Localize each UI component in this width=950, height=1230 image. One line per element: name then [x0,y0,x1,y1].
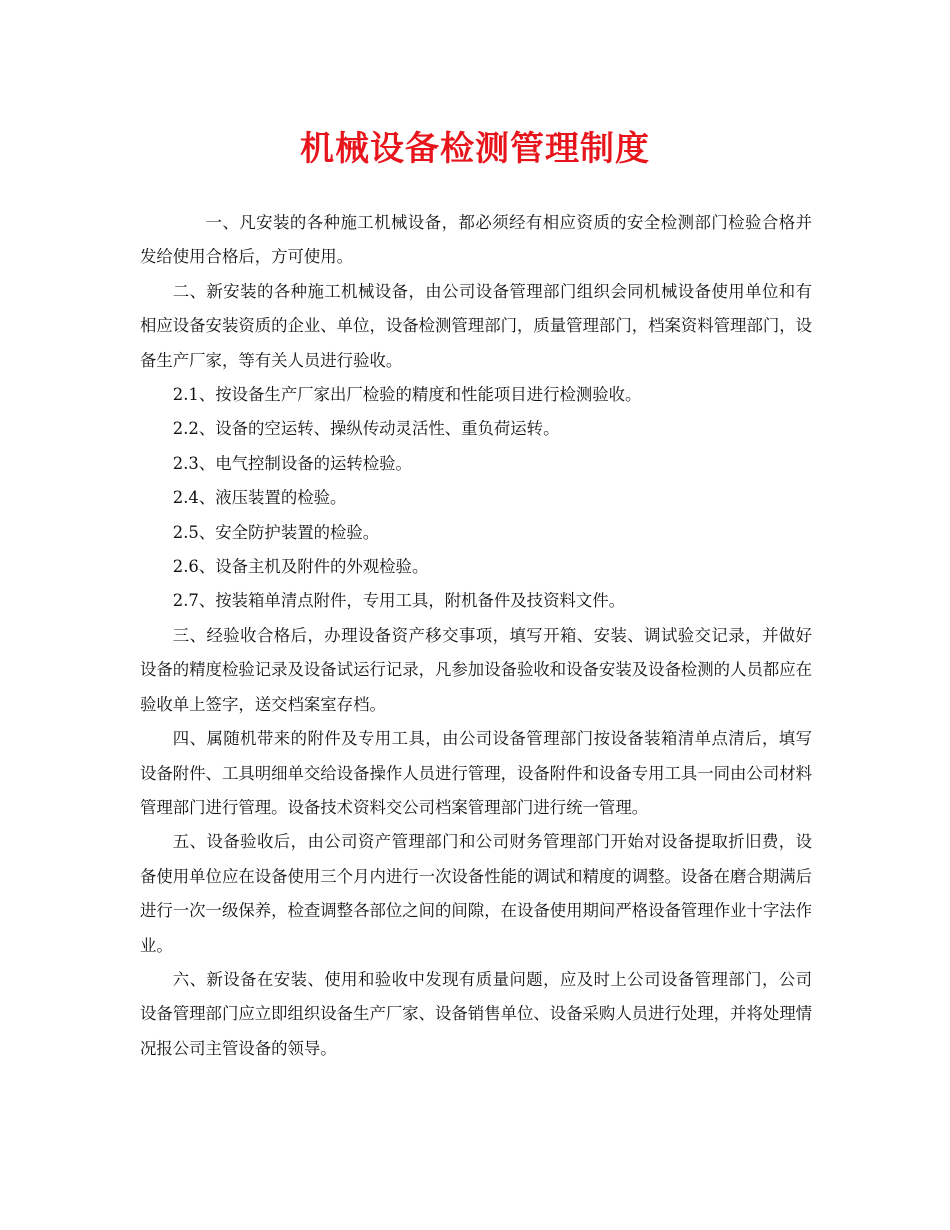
paragraph-1: 一、凡安装的各种施工机械设备，都必须经有相应资质的安全检测部门检验合格并发给使用合格后，方可使用。 [140,213,812,267]
paragraph-2-4: 2.4、液压装置的检验。 [172,488,347,508]
paragraph-2-7: 2.7、按装箱单清点附件，专用工具，附机备件及技资料文件。 [172,591,626,611]
paragraph-2-1: 2.1、按设备生产厂家出厂检验的精度和性能项目进行检测验收。 [172,385,642,405]
paragraph-2-6: 2.6、设备主机及附件的外观检验。 [172,557,429,577]
document-title: 机械设备检测管理制度 [300,129,650,169]
paragraph-4: 四、属随机带来的附件及专用工具，由公司设备管理部门按设备装箱清单点清后，填写设备附件、工具明细单交给设备操作人员进行管理，设备附件和设备专用工具一同由公司材料管理部门进行管理。设备技术资料交公司档案管理部门进行统一管理。 [140,729,813,817]
paragraph-5: 五、设备验收后，由公司资产管理部门和公司财务管理部门开始对设备提取折旧费，设备使用单位应在设备使用三个月内进行一次设备性能的调试和精度的调整。设备在磨合期满后进行一次一级保养，检查调整各部位之间的间隙，在设备使用期间严格设备管理作业十字法作业。 [140,832,813,955]
paragraph-2: 二、新安装的各种施工机械设备，由公司设备管理部门组织会同机械设备使用单位和有相应设备安装资质的企业、单位，设备检测管理部门，质量管理部门，档案资料管理部门，设备生产厂家，等有关人员进行验收。 [140,281,813,370]
paragraph-6: 六、新设备在安装、使用和验收中发现有质量问题，应及时上公司设备管理部门，公司设备管理部门应立即组织设备生产厂家、设备销售单位、设备采购人员进行处理，并将处理情况报公司主管设备的领导。 [140,969,813,1058]
document-body [140,206,812,1066]
paragraph-2-3: 2.3、电气控制设备的运转检验。 [172,453,412,473]
paragraph-2-2: 2.2、设备的空运转、操纵传动灵活性、重负荷运转。 [172,419,560,439]
paragraph-3: 三、经验收合格后，办理设备资产移交事项，填写开箱、安装、调试验交记录，并做好设备的精度检验记录及设备试运行记录，凡参加设备验收和设备安装及设备检测的人员都应在验收单上签字，送交档案室存档。 [140,625,813,714]
paragraph-2-5: 2.5、安全防护装置的检验。 [172,522,380,542]
